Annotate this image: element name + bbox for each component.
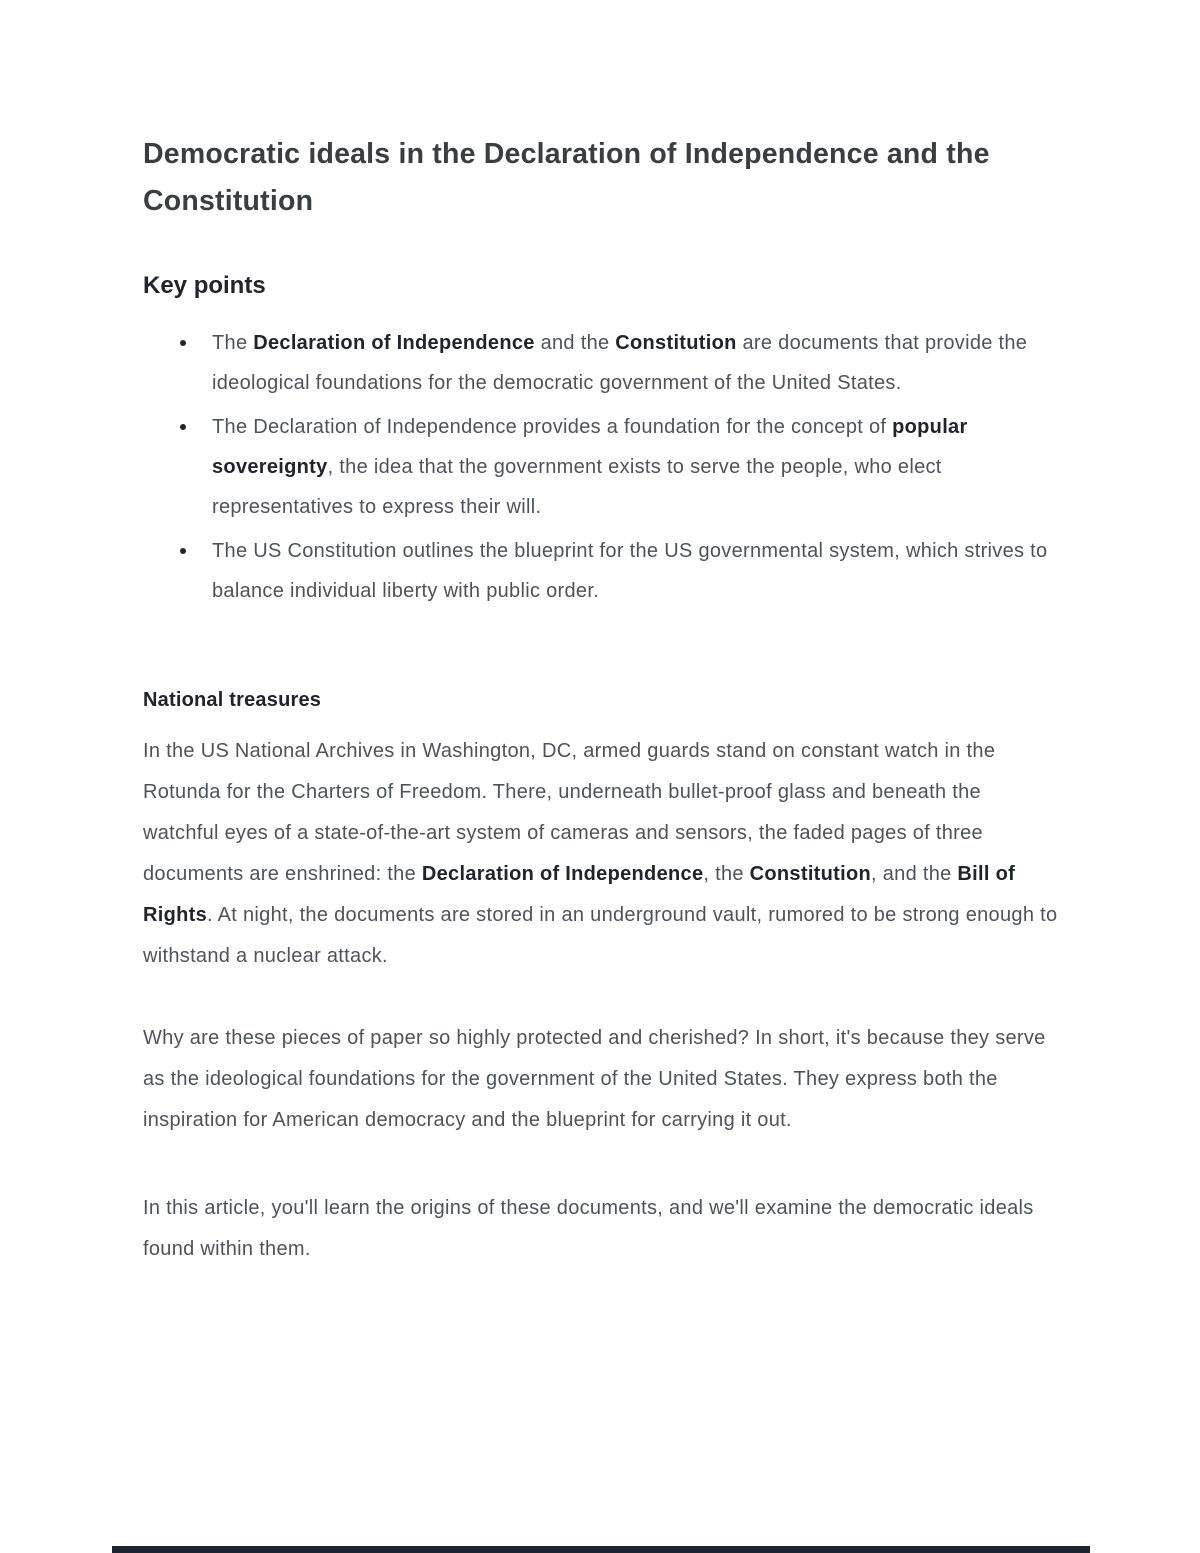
- key-points-list: [143, 323, 1059, 611]
- text-run: In this article, you'll learn the origins of these documents, and we'll examine the democratic ideals found within them.: [143, 1197, 1034, 1260]
- text-run: The US Constitution outlines the blueprint for the US governmental system, which strives to balance individual liberty with public order.: [212, 540, 1048, 602]
- bold-term: Constitution: [615, 332, 737, 354]
- cutoff-image-top-sliver: [112, 1546, 1090, 1553]
- text-run: , and the: [871, 863, 958, 885]
- section-heading-national-treasures: National treasures: [143, 689, 322, 711]
- text-run: The Declaration of Independence provides a foundation for the concept of: [212, 416, 893, 438]
- text-run: . At night, the documents are stored in an underground vault, rumored to be strong enough to withstand a nuclear attack.: [143, 904, 1058, 967]
- bold-term: Bill of Rights: [143, 863, 1016, 926]
- text-run: , the: [703, 863, 750, 885]
- key-point-item: [212, 407, 1058, 527]
- article-title: Democratic ideals in the Declaration of Independence and the Constitution: [143, 138, 990, 217]
- text-run: In the US National Archives in Washington, DC, armed guards stand on constant watch in the Rotunda for the Charters of Freedom. There, underneath bullet-proof glass and beneath the watchful eyes of a state-of-the-art system of cameras and sensors, the faded pages of three documents are enshrined: the: [143, 740, 996, 885]
- key-points-heading: Key points: [143, 272, 266, 299]
- text-run: The: [212, 332, 254, 354]
- text-run: are documents that provide the ideological foundations for the democratic government of the United States.: [212, 332, 1028, 394]
- article-content: [143, 0, 1059, 1270]
- bold-term: popular sovereignty: [212, 416, 968, 478]
- text-run: , the idea that the government exists to serve the people, who elect representatives to express their will.: [212, 456, 942, 518]
- paragraph: [143, 731, 1059, 977]
- bold-term: Declaration of Independence: [253, 332, 535, 354]
- bold-term: Constitution: [749, 863, 872, 885]
- key-point-item: [212, 323, 1058, 403]
- paragraph: [143, 1018, 1059, 1141]
- text-run: and the: [534, 332, 616, 354]
- key-point-item: [212, 531, 1058, 611]
- text-run: Why are these pieces of paper so highly protected and cherished? In short, it's because they serve as the ideological foundations for the government of the United States. They express both the inspiration for American democracy and the blueprint for carrying it out.: [143, 1027, 1046, 1131]
- paragraph: [143, 1188, 1059, 1270]
- bold-term: Declaration of Independence: [421, 863, 704, 885]
